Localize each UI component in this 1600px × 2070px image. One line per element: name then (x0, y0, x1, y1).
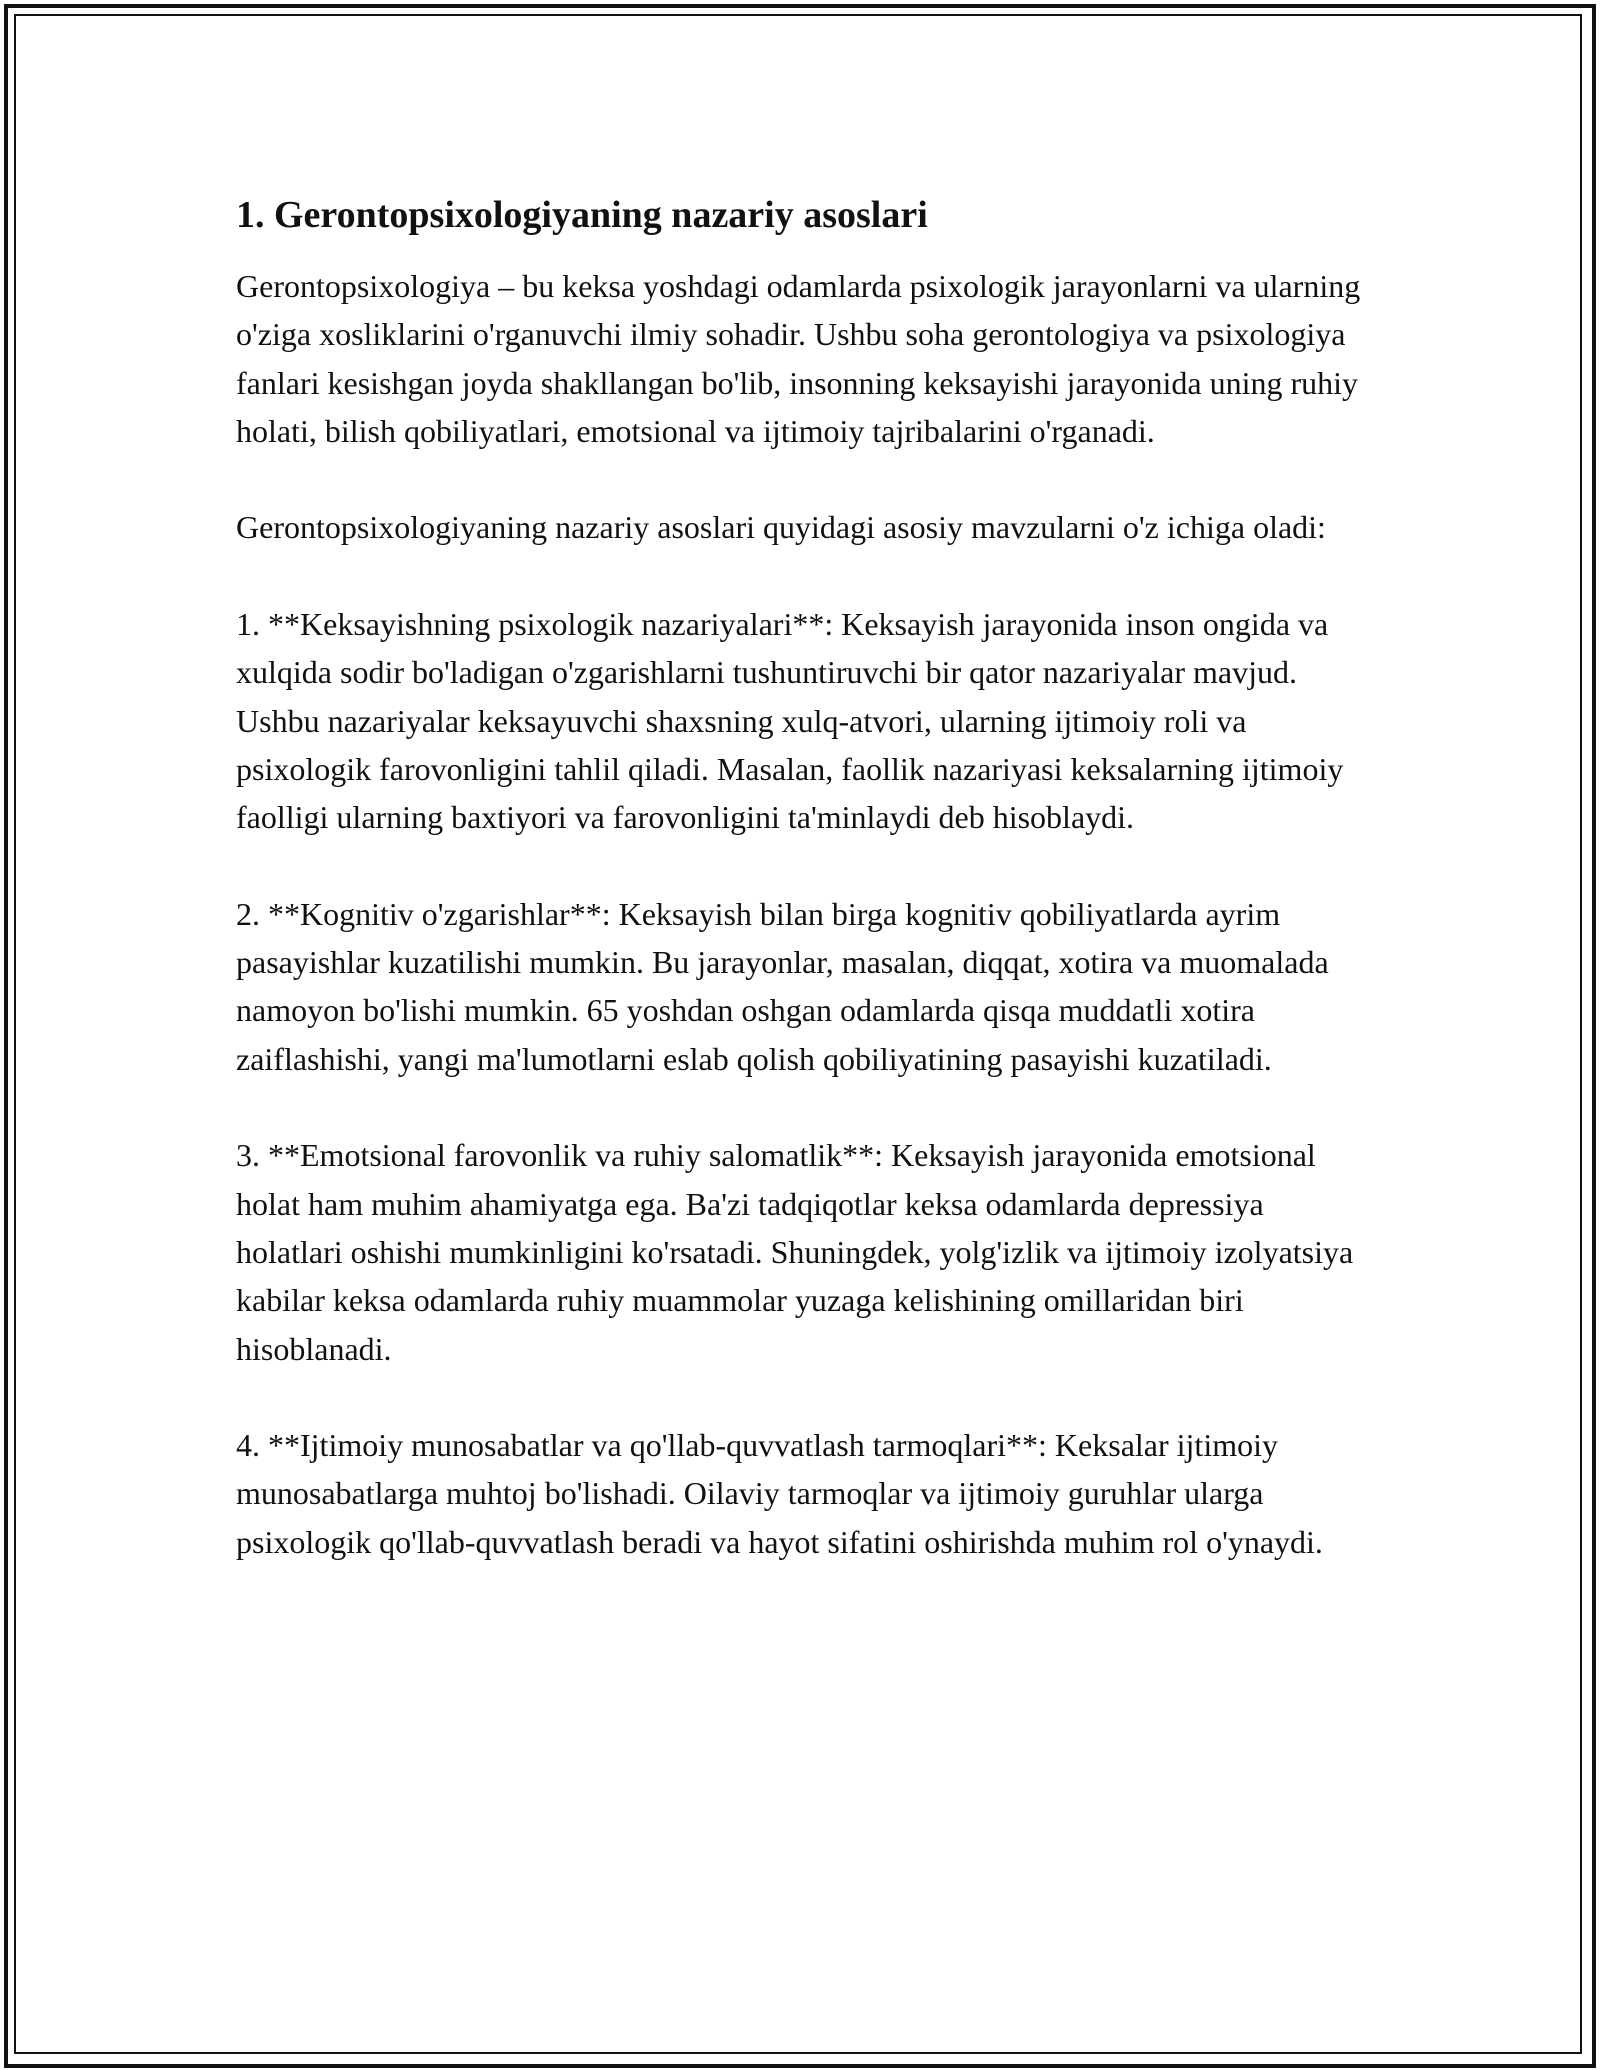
paragraph-item-1: 1. **Keksayishning psixologik nazariyalari**: Keksayish jarayonida inson ongida va xulqida sodir bo'ladigan o'zgarishlarni tushuntiruvchi bir qator nazariyalar mavjud. Ushbu nazariyalar keksayuvchi shaxsning xulq-atvori, ularning ijtimoiy roli va psixologik farovonligini tahlil qiladi. Masalan, faollik nazariyasi keksalarning ijtimoiy faolligi ularning baxtiyori va farovonligini ta'minlaydi deb hisoblaydi. (236, 606, 1344, 836)
paragraph-item-3: 3. **Emotsional farovonlik va ruhiy salomatlik**: Keksayish jarayonida emotsional holat ham muhim ahamiyatga ega. Ba'zi tadqiqotlar keksa odamlarda depressiya holatlari oshishi mumkinligini ko'rsatadi. Shuningdek, yolg'izlik va ijtimoiy izolyatsiya kabilar keksa odamlarda ruhiy muammolar yuzaga kelishining omillaridan biri hisoblanadi. (236, 1137, 1354, 1367)
paragraph-overview: Gerontopsixologiyaning nazariy asoslari quyidagi asosiy mavzularni o'z ichiga oladi: (236, 509, 1326, 546)
section-heading: 1. Gerontopsixologiyaning nazariy asoslari (236, 194, 928, 236)
paragraph-item-4: 4. **Ijtimoiy munosabatlar va qo'llab-quvvatlash tarmoqlari**: Keksalar ijtimoiy munosabatlarga muhtoj bo'lishadi. Oilaviy tarmoqlar va ijtimoiy guruhlar ularga psixologik qo'llab-quvvatlash beradi va hayot sifatini oshirishda muhim rol o'ynaydi. (236, 1427, 1323, 1560)
paragraph-intro: Gerontopsixologiya – bu keksa yoshdagi odamlarda psixologik jarayonlarni va ularning o'ziga xosliklarini o'rganuvchi ilmiy sohadir. Ushbu soha gerontologiya va psixologiya fanlari kesishgan joyda shakllangan bo'lib, insonning keksayishi jarayonida uning ruhiy holati, bilish qobiliyatlari, emotsional va ijtimoiy tajribalarini o'rganadi. (236, 268, 1361, 449)
document-body (236, 190, 1366, 1614)
paragraph-item-2: 2. **Kognitiv o'zgarishlar**: Keksayish bilan birga kognitiv qobiliyatlarda ayrim pasayishlar kuzatilishi mumkin. Bu jarayonlar, masalan, diqqat, xotira va muomalada namoyon bo'lishi mumkin. 65 yoshdan oshgan odamlarda qisqa muddatli xotira zaiflashishi, yangi ma'lumotlarni eslab qolish qobiliyatining pasayishi kuzatiladi. (236, 895, 1329, 1077)
